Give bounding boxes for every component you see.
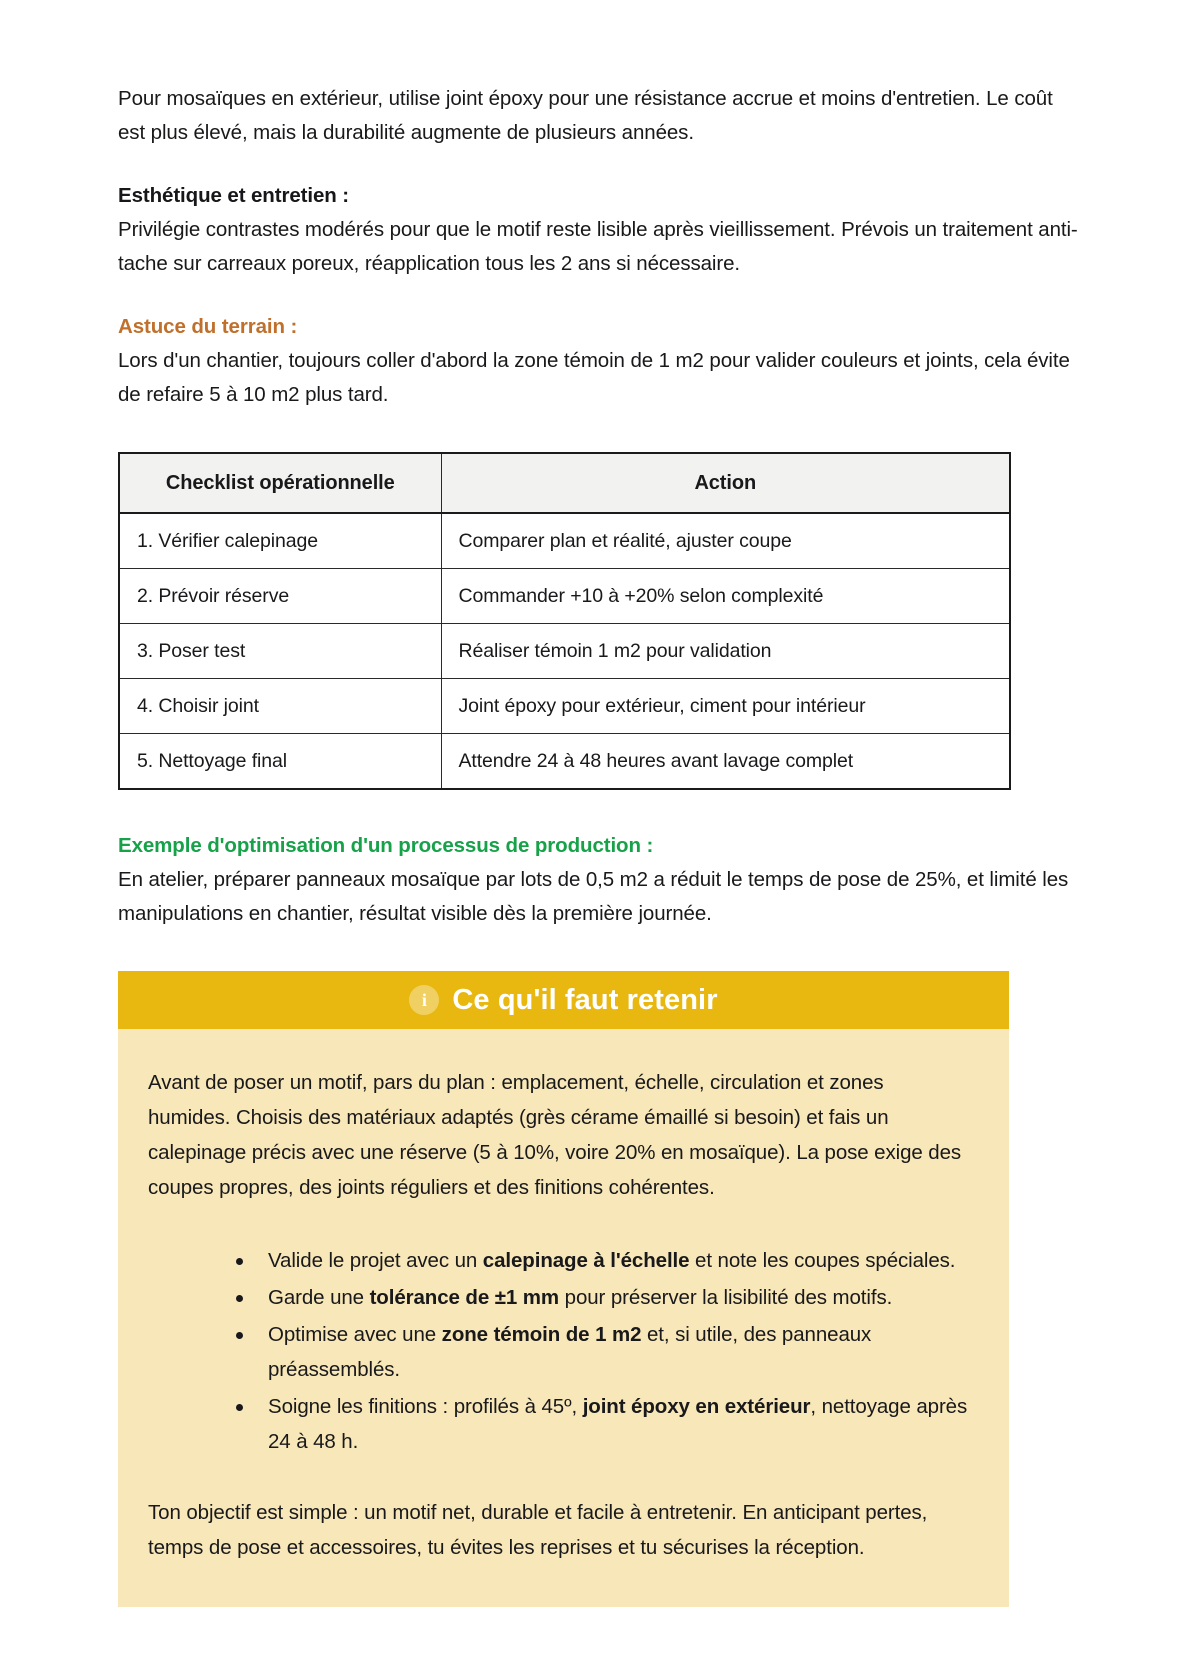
callout-list-item xyxy=(232,1243,969,1278)
section-heading-esthetique: Esthétique et entretien : xyxy=(118,184,350,207)
table-row xyxy=(119,624,1010,679)
section-paragraph-esthetique: Privilégie contrastes modérés pour que le motif reste lisible après vieillissement. Prévois un traitement anti-tache sur carreaux poreux, réapplication tous les 2 ans si nécessaire. xyxy=(118,218,1078,275)
plain-text: Valide le projet avec un xyxy=(268,1249,483,1272)
spacer xyxy=(118,931,1080,971)
section-heading-exemple: Exemple d'optimisation d'un processus de production : xyxy=(118,834,654,857)
callout-list-item xyxy=(232,1280,969,1315)
table-cell-step: 2. Prévoir réserve xyxy=(119,569,441,624)
table-column-header-checklist: Checklist opérationnelle xyxy=(119,453,441,513)
plain-text: Garde une xyxy=(268,1286,370,1309)
callout-list-item xyxy=(232,1389,969,1459)
table-row xyxy=(119,569,1010,624)
section-paragraph-astuce: Lors d'un chantier, toujours coller d'abord la zone témoin de 1 m2 pour valider couleurs et joints, cela évite de refaire 5 à 10 m2 plus tard. xyxy=(118,349,1070,406)
table-cell-action: Attendre 24 à 48 heures avant lavage complet xyxy=(441,734,1010,790)
checklist-table xyxy=(118,452,1011,790)
plain-text: et, si utile, des panneaux préassemblés. xyxy=(268,1323,872,1381)
table-row xyxy=(119,679,1010,734)
emphasis-text: tolérance de ±1 mm xyxy=(369,1286,560,1309)
info-circle-icon: i xyxy=(409,985,439,1015)
table-row xyxy=(119,734,1010,790)
key-takeaway-callout xyxy=(118,971,1009,1607)
emphasis-text: calepinage à l'échelle xyxy=(482,1249,690,1272)
callout-outro-paragraph: Ton objectif est simple : un motif net, durable et facile à entretenir. En anticipant pertes, temps de pose et accessoires, tu évites les reprises et tu sécurises la réception. xyxy=(148,1501,928,1559)
plain-text: Optimise avec une xyxy=(268,1323,442,1346)
table-cell-step: 1. Vérifier calepinage xyxy=(119,513,441,569)
table-cell-action: Réaliser témoin 1 m2 pour validation xyxy=(441,624,1010,679)
callout-body xyxy=(118,1029,1009,1607)
callout-list-item xyxy=(232,1317,969,1387)
callout-header xyxy=(118,971,1009,1029)
table-row xyxy=(119,513,1010,569)
table-cell-action: Comparer plan et réalité, ajuster coupe xyxy=(441,513,1010,569)
table-column-header-action: Action xyxy=(441,453,1010,513)
table-body xyxy=(119,513,1010,789)
callout-intro-paragraph: Avant de poser un motif, pars du plan : emplacement, échelle, circulation et zones humides. Choisis des matériaux adaptés (grès cérame émaillé si besoin) et fais un calepinage précis avec une réserve (5 à 10%, voire 20% en mosaïque). La pose exige des coupes propres, des joints réguliers et des finitions cohérentes. xyxy=(148,1071,962,1199)
spacer xyxy=(118,790,1080,830)
plain-text: , nettoyage après 24 à 48 h. xyxy=(268,1395,968,1453)
section-paragraph-exemple: En atelier, préparer panneaux mosaïque par lots de 0,5 m2 a réduit le temps de pose de 25%, et limité les manipulations en chantier, résultat visible dès la première journée. xyxy=(118,868,1069,925)
intro-paragraph: Pour mosaïques en extérieur, utilise joint époxy pour une résistance accrue et moins d'entretien. Le coût est plus élevé, mais la durabilité augmente de plusieurs années. xyxy=(118,87,1053,144)
callout-title: Ce qu'il faut retenir xyxy=(452,983,718,1016)
section-heading-astuce: Astuce du terrain : xyxy=(118,315,298,338)
table-header-row xyxy=(119,453,1010,513)
table-cell-step: 4. Choisir joint xyxy=(119,679,441,734)
table-cell-step: 3. Poser test xyxy=(119,624,441,679)
callout-bullet-list xyxy=(148,1243,969,1459)
emphasis-text: zone témoin de 1 m2 xyxy=(441,1323,642,1346)
emphasis-text: joint époxy en extérieur xyxy=(582,1395,811,1418)
plain-text: Soigne les finitions : profilés à 45º, xyxy=(268,1395,583,1418)
table-cell-action: Joint époxy pour extérieur, ciment pour intérieur xyxy=(441,679,1010,734)
table-cell-step: 5. Nettoyage final xyxy=(119,734,441,790)
plain-text: et note les coupes spéciales. xyxy=(689,1249,956,1272)
table-cell-action: Commander +10 à +20% selon complexité xyxy=(441,569,1010,624)
spacer xyxy=(118,281,1080,311)
spacer xyxy=(118,150,1080,180)
spacer xyxy=(118,412,1080,452)
plain-text: pour préserver la lisibilité des motifs. xyxy=(559,1286,893,1309)
